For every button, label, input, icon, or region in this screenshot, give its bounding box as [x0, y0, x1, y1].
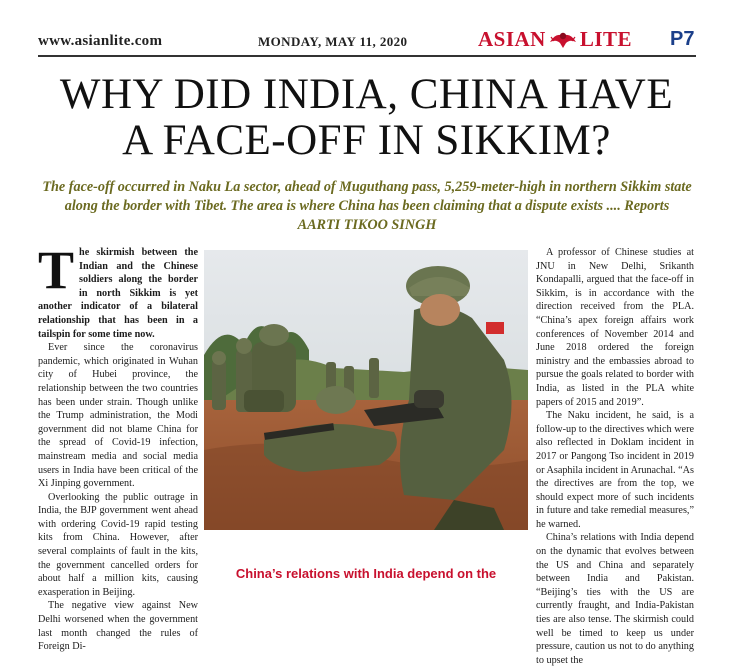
lead-text: he skirmish between the Indian and the Chinese soldiers along the border in north Sikkim is yet another indicator of a bilateral relationship that has been in a tailspin for some time now. [38, 247, 198, 340]
lead-paragraph [38, 240, 198, 341]
left-column [38, 240, 198, 654]
site-url[interactable]: www.asianlite.com [38, 33, 163, 49]
article-photo [204, 250, 528, 530]
body-paragraph: Ever since the coronavirus pandemic, which originated in Wuhan city of Hubei province, the relationship between the two countries has been under strain. Though unlike the Trump administration, the Modi government did not blame China for the spread of Covid-19 infection, mainstream media and social media users in India have been critical of the Xi Jinping government. [38, 342, 198, 490]
headline [20, 72, 713, 164]
right-column [536, 246, 694, 667]
body-paragraph: A professor of Chinese studies at JNU in New Delhi, Srikanth Kondapalli, argued that the face-off in Sikkim, is in accordance with the direction received from the PLA. “China’s apex foreign affairs work conferences of November 2014 and June 2018 ordered the foreign ministry and the embassies abroad to pursue the goals related to border with India, as listed in the PLA white papers of 2015 and 2019”. [536, 247, 694, 408]
body-paragraph: China’s relations with India depend on the dynamic that evolves between the US and China and separately between India and Pakistan. “Beijing’s ties with the US are currently fraught, and India-Pakistan ties are also tense. The skirmish could well be timed to keep us under pressure, caution us not to do anything to upset the [536, 532, 694, 666]
body-paragraph: Overlooking the public outrage in India, the BJP government went ahead with ordering Covid-19 rapid testing kits from China. However, after several complaints of fault in the kits, the government cancelled orders for about half a million kits, causing exasperation in Beijing. [38, 491, 198, 598]
body-paragraph: The Naku incident, he said, is a follow-up to the directives which were also reflected in Doklam incident in 2017 or Pangong Tso incident in 2019 or Asaphila incident in Arunachal. “As the directives are from the top, we should expect more of such incidents in future and take remedial measures,” he warned. [536, 410, 694, 530]
lion-emblem-icon [548, 28, 578, 50]
standfirst: The face-off occurred in Naku La sector, ahead of Muguthang pass, 5,259-meter-high in northern Sikkim state along the border with Tibet. The area is where China has been claiming that a dispute exists .... Reports AARTI TIKOO SINGH [42, 179, 692, 233]
issue-date: MONDAY, MAY 11, 2020 [258, 34, 408, 49]
masthead-rule [38, 55, 696, 57]
logo-word-asian: ASIAN [478, 26, 546, 51]
body-paragraph: The negative view against New Delhi worsened when the government last month changed the rules of Foreign Di- [38, 600, 198, 653]
logo-word-lite: LITE [579, 26, 633, 51]
headline-line-1: WHY DID INDIA, CHINA HAVE [59, 71, 674, 118]
masthead [0, 0, 733, 62]
page-number: P7 [670, 28, 695, 50]
headline-line-2: A FACE-OFF IN SIKKIM? [122, 117, 611, 164]
pull-quote: China’s relations with India depend on the [235, 566, 497, 581]
drop-cap: T [38, 240, 75, 300]
soldiers-photo [204, 250, 528, 530]
asianlite-logo [478, 26, 632, 52]
